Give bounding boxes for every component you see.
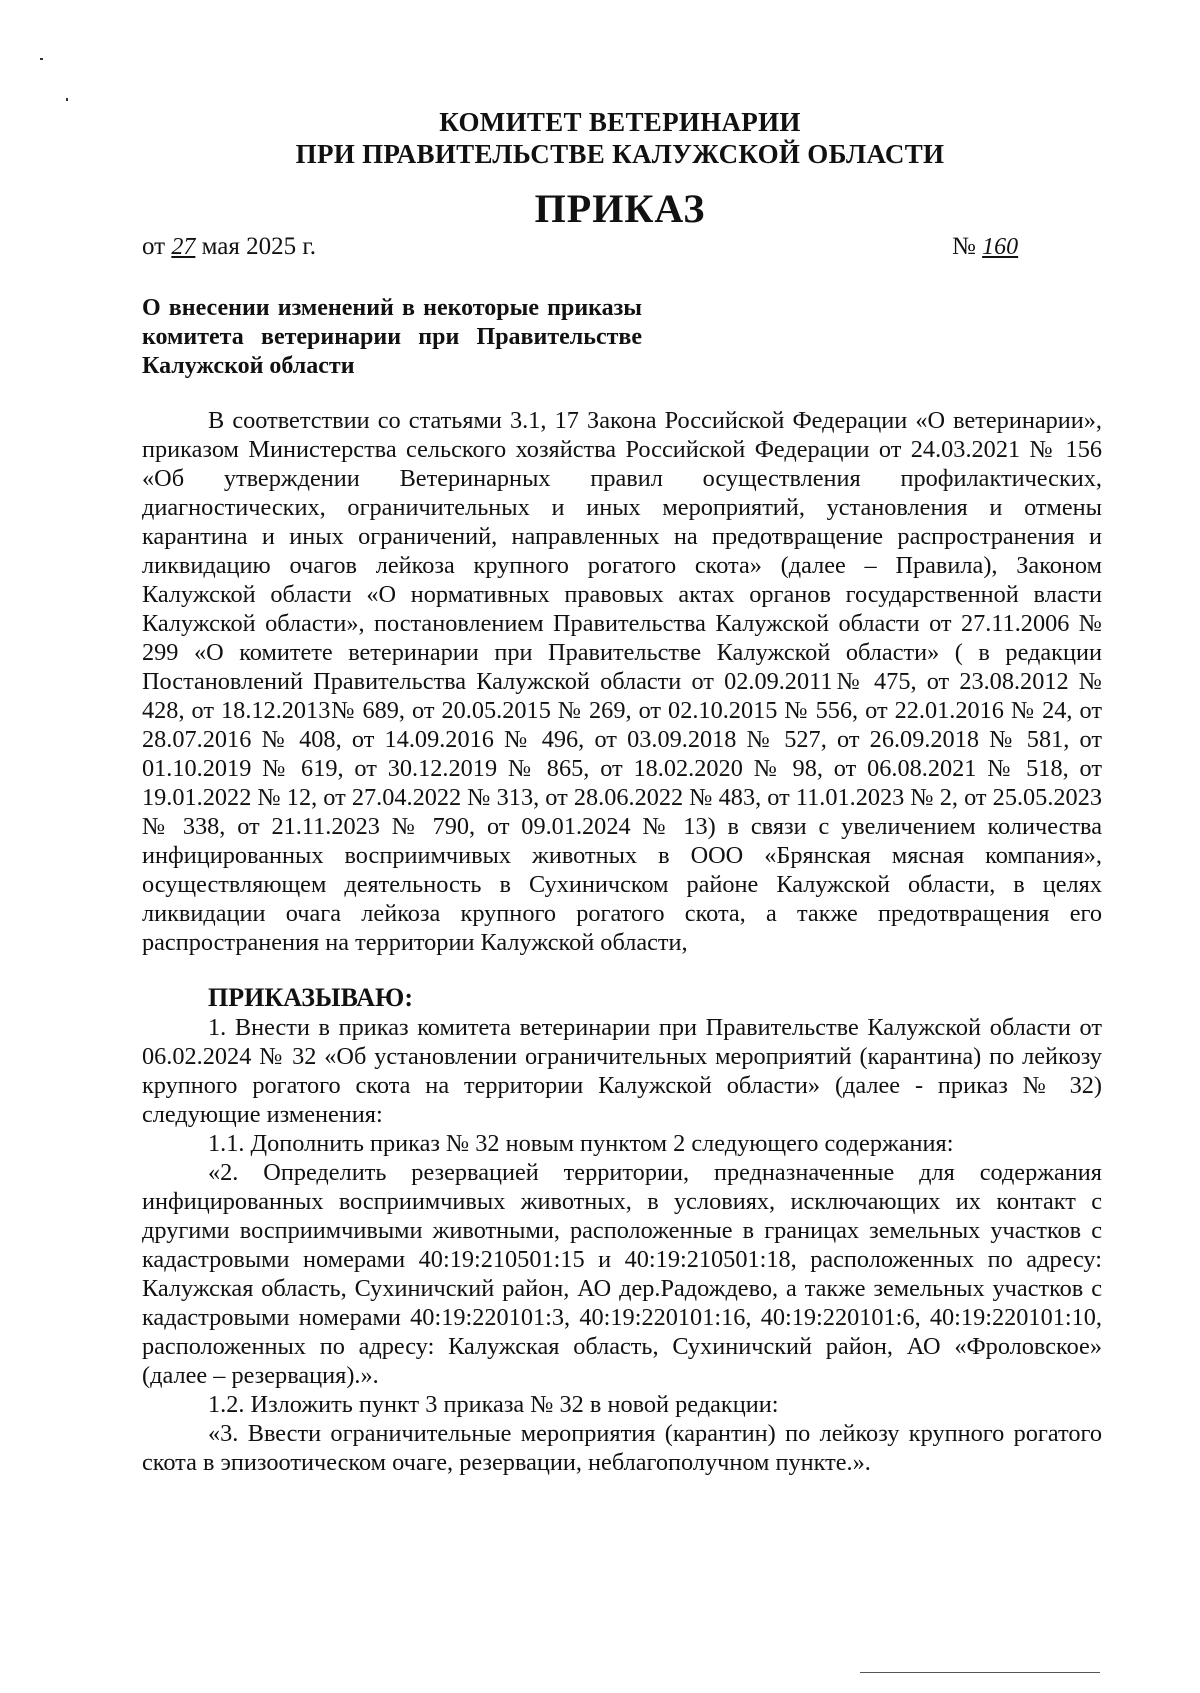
number-prefix: № [952, 233, 976, 260]
scan-speck [40, 58, 43, 60]
order-item: «2. Определить резервацией территории, предназначенные для содержания инфицированных восприимчивых животных, в условиях, исключающих их контакт с другими восприимчивыми животными, расположенные в границах земельных участков с кадастровыми номерами 40:19:210501:15 и 40:19:210501:18, расположенных по адресу: Калужская область, Сухиничский район, АО дер.Радождево, а также земельных участков с кадастровыми номерами 40:19:220101:3, 40:19:220101:16, 40:19:220101:6, 40:19:220101:10, расположенных по адресу: Калужская область, Сухиничский район, АО «Фроловское» (далее – резервация).». [142, 1159, 1102, 1389]
number-value-handwritten: 160 [982, 234, 1019, 260]
document-number [952, 232, 1018, 262]
document-subject: О внесении изменений в некоторые приказы комитета ветеринарии при Правительстве Калужской области [142, 295, 642, 379]
document-date [142, 232, 316, 262]
scan-speck [66, 98, 68, 101]
org-name-line-1: КОМИТЕТ ВЕТЕРИНАРИИ [439, 107, 801, 137]
order-item: 1.2. Изложить пункт 3 приказа № 32 в новой редакции: [208, 1391, 779, 1418]
date-prefix: от [142, 233, 166, 260]
document-type: ПРИКАЗ [534, 186, 706, 231]
order-item: «3. Ввести ограничительные мероприятия (карантин) по лейкозу крупного рогатого скота в эпизоотическом очаге, резервации, неблагополучном пункте.». [142, 1420, 1102, 1476]
document-body [142, 406, 1102, 1477]
date-rest: мая 2025 г. [201, 233, 317, 260]
order-heading [142, 983, 1102, 1013]
order-word: ПРИКАЗЫВАЮ: [208, 983, 413, 1012]
preamble-paragraph: В соответствии со статьями 3.1, 17 Закона Российской Федерации «О ветеринарии», приказом Министерства сельского хозяйства Российской Федерации от 24.03.2021 № 156 «Об утверждении Ветеринарных правил осуществления профилактических, диагностических, ограничительных и иных мероприятий, установления и отмены карантина и иных ограничений, направленных на предотвращение распространения и ликвидацию очагов лейкоза крупного рогатого скота» (далее – Правила), Законом Калужской области «О нормативных правовых актах органов государственной власти Калужской области», постановлением Правительства Калужской области от 27.11.2006 № 299 «О комитете ветеринарии при Правительстве Калужской области» ( в редакции Постановлений Правительства Калужской области от 02.09.2011№ 475, от 23.08.2012 № 428, от 18.12.2013№ 689, от 20.05.2015 № 269, от 02.10.2015 № 556, от 22.01.2016 № 24, от 28.07.2016 № 408, от 14.09.2016 № 496, от 03.09.2018 № 527, от 26.09.2018 № 581, от 01.10.2019 № 619, от 30.12.2019 № 865, от 18.02.2020 № 98, от 06.08.2021 № 518, от 19.01.2022 № 12, от 27.04.2022 № 313, от 28.06.2022 № 483, от 11.01.2023 № 2, от 25.05.2023 № 338, от 21.11.2023 № 790, от 09.01.2024 № 13) в связи с увеличением количества инфицированных восприимчивых животных в ООО «Брянская мясная компания», осуществляющем деятельность в Сухиничском районе Калужской области, в целях ликвидации очага лейкоза крупного рогатого скота, а также предотвращения его распространения на территории Калужской области, [142, 407, 1102, 956]
order-item: 1.1. Дополнить приказ № 32 новым пунктом 2 следующего содержания: [208, 1130, 954, 1157]
order-item: 1. Внести в приказ комитета ветеринарии при Правительстве Калужской области от 06.02.2024 № 32 «Об установлении ограничительных мероприятий (карантина) по лейкозу крупного рогатого скота на территории Калужской области» (далее - приказ № 32) следующие изменения: [142, 1014, 1102, 1128]
date-day-handwritten: 27 [171, 234, 196, 260]
footer-rule [860, 1672, 1100, 1673]
org-name-line-2: ПРИ ПРАВИТЕЛЬСТВЕ КАЛУЖСКОЙ ОБЛАСТИ [295, 139, 945, 169]
